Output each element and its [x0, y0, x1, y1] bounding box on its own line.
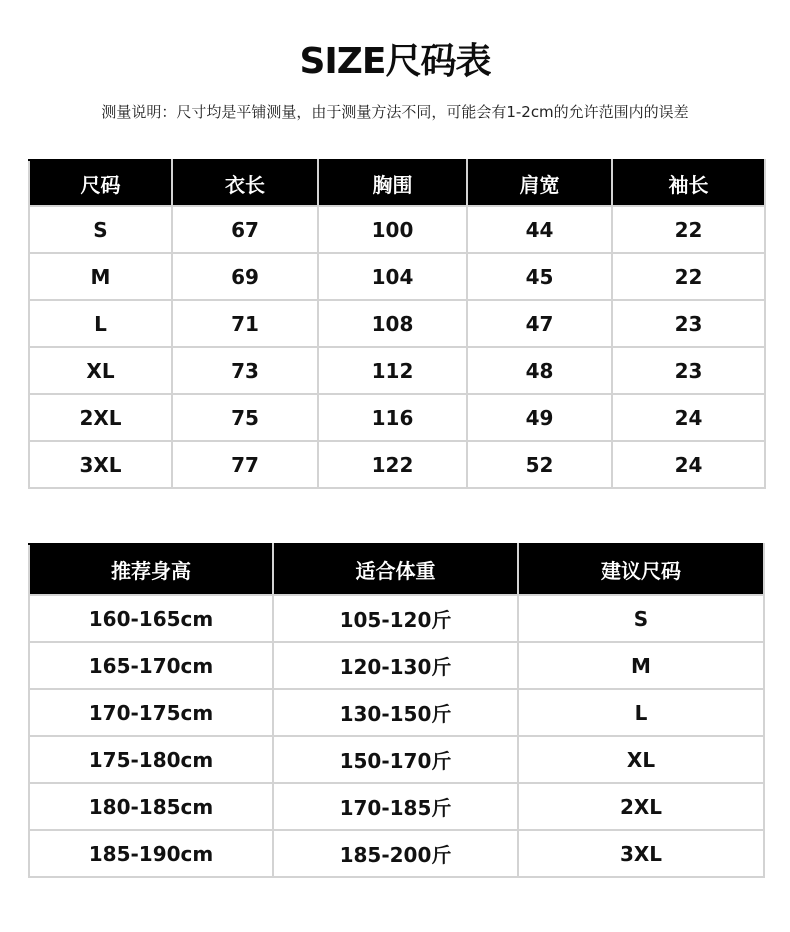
table-row: [29, 595, 764, 642]
cell: 180-185cm: [29, 783, 273, 830]
cell: 23: [612, 300, 765, 347]
cell: 150-170斤: [273, 736, 518, 783]
cell: 2XL: [518, 783, 764, 830]
cell: 175-180cm: [29, 736, 273, 783]
size-table-header: [29, 160, 765, 206]
header-suggested-size: 建议尺码: [518, 544, 764, 595]
cell: 73: [172, 347, 318, 394]
cell: 100: [318, 206, 467, 253]
cell: M: [518, 642, 764, 689]
cell: S: [29, 206, 172, 253]
cell: 165-170cm: [29, 642, 273, 689]
cell: 112: [318, 347, 467, 394]
cell: 2XL: [29, 394, 172, 441]
cell: L: [29, 300, 172, 347]
cell: 160-165cm: [29, 595, 273, 642]
cell: 47: [467, 300, 612, 347]
page-title: SIZE尺码表: [299, 41, 491, 82]
table-row: [29, 736, 764, 783]
table-row: [29, 253, 765, 300]
cell: 3XL: [29, 441, 172, 488]
table-row: [29, 441, 765, 488]
cell: 105-120斤: [273, 595, 518, 642]
cell: 77: [172, 441, 318, 488]
cell: 75: [172, 394, 318, 441]
table-row: [29, 300, 765, 347]
cell: 185-190cm: [29, 830, 273, 877]
cell: 48: [467, 347, 612, 394]
cell: 116: [318, 394, 467, 441]
header-sleeve: 袖长: [612, 160, 765, 206]
table-row: [29, 689, 764, 736]
cell: 185-200斤: [273, 830, 518, 877]
header-size: 尺码: [29, 160, 172, 206]
cell: L: [518, 689, 764, 736]
cell: 104: [318, 253, 467, 300]
cell: 170-175cm: [29, 689, 273, 736]
header-height: 推荐身高: [29, 544, 273, 595]
cell: 71: [172, 300, 318, 347]
cell: 23: [612, 347, 765, 394]
header-weight: 适合体重: [273, 544, 518, 595]
cell: M: [29, 253, 172, 300]
cell: 22: [612, 206, 765, 253]
cell: 122: [318, 441, 467, 488]
cell: 45: [467, 253, 612, 300]
cell: S: [518, 595, 764, 642]
cell: 120-130斤: [273, 642, 518, 689]
cell: 24: [612, 394, 765, 441]
measurement-note: 测量说明：尺寸均是平铺测量，由于测量方法不同，可能会有1-2cm的允许范围内的误差: [101, 103, 689, 121]
recommendation-table: [28, 543, 765, 878]
size-table: [28, 159, 766, 489]
table-row: [29, 830, 764, 877]
table-row: [29, 783, 764, 830]
table-row: [29, 642, 764, 689]
cell: 49: [467, 394, 612, 441]
cell: 44: [467, 206, 612, 253]
cell: 3XL: [518, 830, 764, 877]
header-length: 衣长: [172, 160, 318, 206]
header-shoulder: 肩宽: [467, 160, 612, 206]
cell: 130-150斤: [273, 689, 518, 736]
cell: XL: [518, 736, 764, 783]
cell: 69: [172, 253, 318, 300]
recommendation-table-header: [29, 544, 764, 595]
cell: 67: [172, 206, 318, 253]
cell: 108: [318, 300, 467, 347]
table-row: [29, 347, 765, 394]
cell: XL: [29, 347, 172, 394]
table-row: [29, 394, 765, 441]
cell: 24: [612, 441, 765, 488]
table-row: [29, 206, 765, 253]
cell: 22: [612, 253, 765, 300]
cell: 170-185斤: [273, 783, 518, 830]
header-chest: 胸围: [318, 160, 467, 206]
cell: 52: [467, 441, 612, 488]
